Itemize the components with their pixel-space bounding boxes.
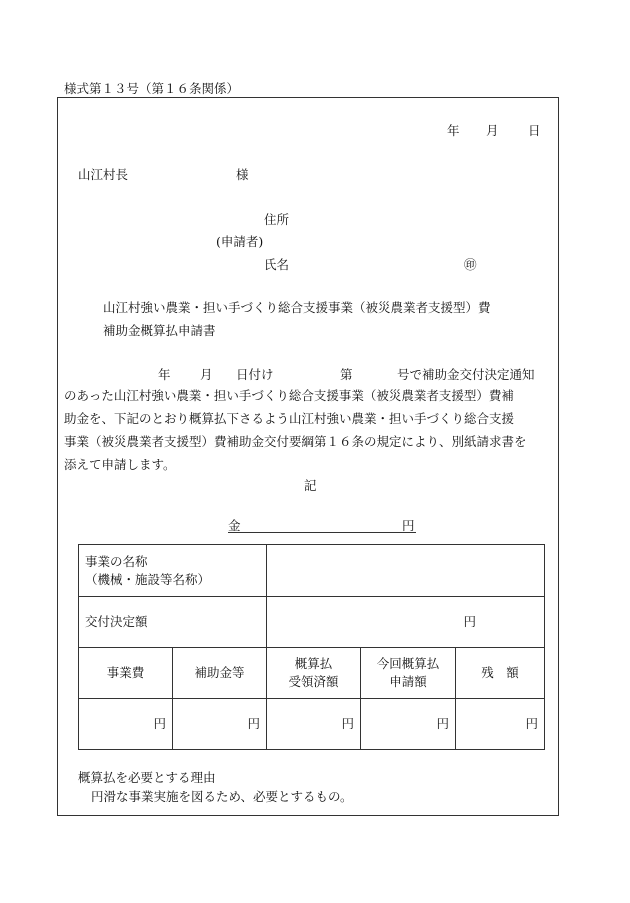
project-name-value	[267, 545, 545, 597]
document-title-line2: 補助金概算払申請書	[103, 323, 216, 338]
date-day: 日	[528, 123, 541, 138]
applicant-address-label: 住所	[264, 212, 290, 227]
body-paragraph	[64, 384, 534, 476]
header-balance: 残 額	[456, 648, 545, 699]
body-line: のあった山江村強い農業・担い手づくり総合支援事業（被災農業者支援型）費補	[64, 388, 514, 403]
body-ref-month: 月	[200, 367, 213, 382]
seal-mark: ㊞	[464, 257, 477, 272]
cell-current-request: 円	[361, 699, 456, 750]
date-year: 年	[447, 123, 460, 138]
body-ref-no: 第	[340, 367, 353, 382]
grant-decision-label: 交付決定額	[79, 597, 267, 648]
grant-decision-row	[79, 597, 545, 648]
document-title-line1: 山江村強い農業・担い手づくり総合支援事業（被災農業者支援型）費	[103, 300, 491, 315]
header-received-advance: 概算払 受領済額	[267, 648, 361, 699]
project-name-row	[79, 545, 545, 597]
date-month: 月	[486, 123, 499, 138]
amount-underline	[228, 515, 416, 533]
cell-balance: 円	[456, 699, 545, 750]
header-subsidy: 補助金等	[173, 648, 267, 699]
project-name-label-1: 事業の名称	[85, 553, 148, 569]
body-ref-tail: 号で補助金交付決定通知	[397, 367, 535, 382]
detail-table	[78, 544, 545, 750]
table-header-row	[79, 648, 545, 699]
applicant-name-label: 氏名	[264, 257, 290, 272]
reason-text: 円滑な事業実施を図るため、必要とするもの。	[91, 789, 353, 804]
body-line: 添えて申請します。	[64, 457, 176, 472]
grant-decision-value	[267, 597, 545, 648]
body-line: 事業（被災農業者支援型）費補助金交付要綱第１６条の規定により、別紙請求書を	[64, 434, 527, 449]
form-number: 様式第１３号（第１６条関係）	[64, 81, 240, 96]
body-ref-year: 年	[158, 367, 171, 382]
header-project-cost: 事業費	[79, 648, 173, 699]
addressee-honorific: 様	[236, 167, 249, 182]
grant-decision-unit: 円	[463, 614, 477, 629]
reason-label: 概算払を必要とする理由	[78, 770, 216, 785]
cell-subsidy: 円	[173, 699, 267, 750]
project-name-label	[79, 545, 267, 597]
ki-heading: 記	[304, 478, 317, 493]
amount-unit: 円	[402, 518, 415, 533]
applicant-role-label: (申請者)	[216, 234, 264, 249]
cell-received-advance: 円	[267, 699, 361, 750]
table-row	[79, 699, 545, 750]
body-line: 助金を、下記のとおり概算払下さるよう山江村強い農業・担い手づくり総合支援	[64, 411, 515, 426]
amount-label: 金	[228, 518, 241, 533]
body-ref-date: 日付け	[236, 367, 274, 382]
project-name-label-2: （機械・施設等名称）	[85, 571, 211, 587]
header-current-request: 今回概算払 申請額	[361, 648, 456, 699]
cell-project-cost: 円	[79, 699, 173, 750]
addressee-name: 山江村長	[78, 167, 129, 182]
